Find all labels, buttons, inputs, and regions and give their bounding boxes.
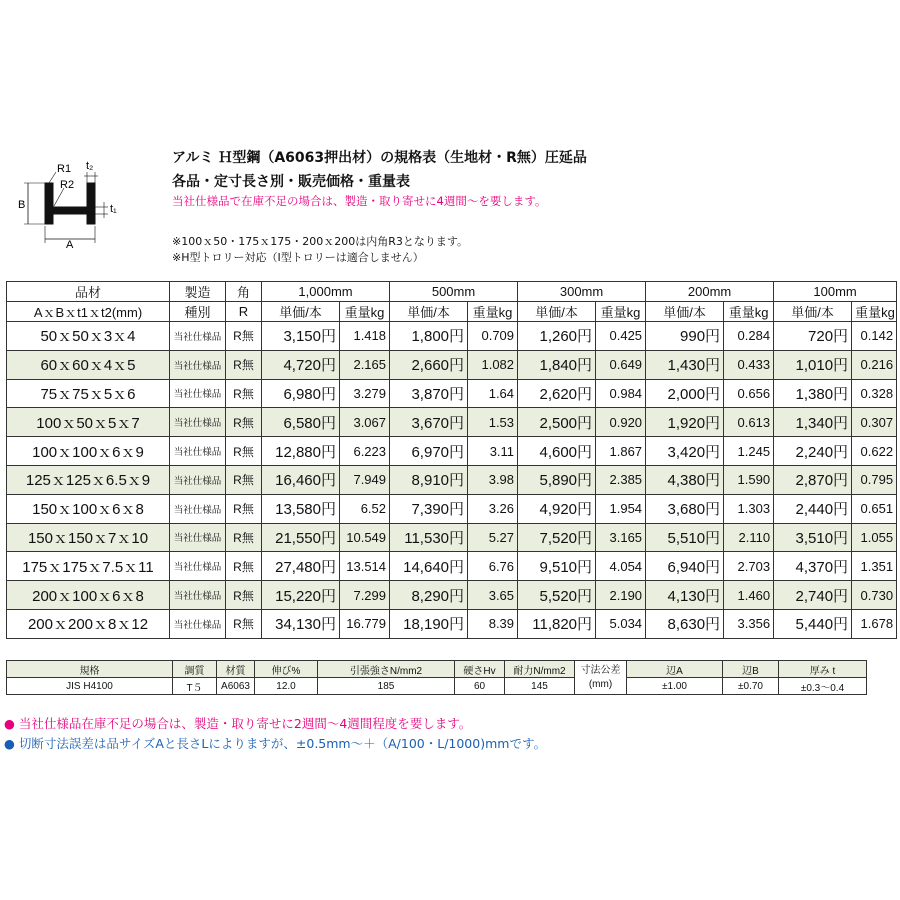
- item-size: 175ｘ175ｘ7.5ｘ11: [7, 552, 170, 581]
- col-weight: 重量kg: [340, 302, 390, 322]
- table-row: [7, 408, 897, 437]
- table-row: [7, 437, 897, 466]
- col-length: 500mm: [390, 282, 518, 302]
- unit-price: 3,510円: [774, 523, 852, 552]
- weight-kg: 0.651: [852, 494, 897, 523]
- weight-kg: 10.549: [340, 523, 390, 552]
- weight-kg: 0.622: [852, 437, 897, 466]
- page-title: アルミ Ｈ型鋼（A6063押出材）の規格表（生地材・R無）圧延品: [172, 150, 587, 166]
- table-row: [7, 609, 897, 638]
- unit-price: 2,500円: [518, 408, 596, 437]
- unit-price: 4,130円: [646, 581, 724, 610]
- weight-kg: 1.678: [852, 609, 897, 638]
- col-weight: 重量kg: [852, 302, 897, 322]
- weight-kg: 0.920: [596, 408, 646, 437]
- table-row: [7, 523, 897, 552]
- spec-v-material: A6063: [217, 678, 255, 695]
- weight-kg: 1.351: [852, 552, 897, 581]
- col-make: 製造: [170, 282, 226, 302]
- col-weight: 重量kg: [724, 302, 774, 322]
- col-item-sub: AｘBｘt1ｘt2(mm): [7, 302, 170, 322]
- weight-kg: 2.190: [596, 581, 646, 610]
- weight-kg: 8.39: [468, 609, 518, 638]
- item-angle: R無: [226, 350, 262, 379]
- weight-kg: 6.223: [340, 437, 390, 466]
- h-beam-diagram: [18, 150, 133, 250]
- unit-price: 2,660円: [390, 350, 468, 379]
- stock-warning: 当社仕様品で在庫不足の場合は、製造・取り寄せに4週間～を要します。: [172, 194, 547, 208]
- unit-price: 18,190円: [390, 609, 468, 638]
- col-price: 単価/本: [518, 302, 596, 322]
- weight-kg: 0.425: [596, 322, 646, 351]
- unit-price: 6,940円: [646, 552, 724, 581]
- item-angle: R無: [226, 494, 262, 523]
- item-size: 150ｘ100ｘ6ｘ8: [7, 494, 170, 523]
- item-grade: 当社仕様品: [170, 581, 226, 610]
- col-make-sub: 種別: [170, 302, 226, 322]
- spec-v-tensile: 185: [318, 678, 455, 695]
- weight-kg: 6.76: [468, 552, 518, 581]
- item-angle: R無: [226, 581, 262, 610]
- table-row: [7, 350, 897, 379]
- weight-kg: 3.11: [468, 437, 518, 466]
- weight-kg: 3.067: [340, 408, 390, 437]
- weight-kg: 1.954: [596, 494, 646, 523]
- unit-price: 2,240円: [774, 437, 852, 466]
- weight-kg: 0.795: [852, 465, 897, 494]
- unit-price: 8,290円: [390, 581, 468, 610]
- weight-kg: 3.165: [596, 523, 646, 552]
- weight-kg: 6.52: [340, 494, 390, 523]
- item-size: 50ｘ50ｘ3ｘ4: [7, 322, 170, 351]
- unit-price: 21,550円: [262, 523, 340, 552]
- weight-kg: 3.98: [468, 465, 518, 494]
- item-angle: R無: [226, 322, 262, 351]
- weight-kg: 2.165: [340, 350, 390, 379]
- unit-price: 3,150円: [262, 322, 340, 351]
- item-angle: R無: [226, 408, 262, 437]
- weight-kg: 2.703: [724, 552, 774, 581]
- weight-kg: 1.590: [724, 465, 774, 494]
- unit-price: 2,870円: [774, 465, 852, 494]
- weight-kg: 3.279: [340, 379, 390, 408]
- col-weight: 重量kg: [596, 302, 646, 322]
- weight-kg: 1.245: [724, 437, 774, 466]
- weight-kg: 0.709: [468, 322, 518, 351]
- unit-price: 2,620円: [518, 379, 596, 408]
- unit-price: 11,530円: [390, 523, 468, 552]
- unit-price: 3,670円: [390, 408, 468, 437]
- r2-label: R2: [60, 179, 75, 191]
- weight-kg: 1.082: [468, 350, 518, 379]
- page-subtitle: 各品・定寸長さ別・販売価格・重量表: [172, 174, 410, 190]
- col-price: 単価/本: [390, 302, 468, 322]
- weight-kg: 0.984: [596, 379, 646, 408]
- unit-price: 4,600円: [518, 437, 596, 466]
- weight-kg: 16.779: [340, 609, 390, 638]
- col-length: 100mm: [774, 282, 897, 302]
- weight-kg: 3.356: [724, 609, 774, 638]
- spec-v-side-a: ±1.00: [627, 678, 723, 695]
- item-grade: 当社仕様品: [170, 322, 226, 351]
- table-row: [7, 581, 897, 610]
- spec-v-side-b: ±0.70: [723, 678, 779, 695]
- item-size: 125ｘ125ｘ6.5ｘ9: [7, 465, 170, 494]
- a-label: A: [66, 239, 74, 250]
- weight-kg: 4.054: [596, 552, 646, 581]
- unit-price: 4,370円: [774, 552, 852, 581]
- item-size: 150ｘ150ｘ7ｘ10: [7, 523, 170, 552]
- col-length: 1,000mm: [262, 282, 390, 302]
- price-table-body: [7, 322, 897, 639]
- unit-price: 720円: [774, 322, 852, 351]
- note-inner-radius: ※100ｘ50・175ｘ175・200ｘ200は内角R3となります。: [172, 235, 468, 248]
- weight-kg: 7.299: [340, 581, 390, 610]
- unit-price: 4,380円: [646, 465, 724, 494]
- item-angle: R無: [226, 609, 262, 638]
- spec-value-row: [7, 678, 867, 695]
- unit-price: 8,630円: [646, 609, 724, 638]
- weight-kg: 0.730: [852, 581, 897, 610]
- spec-h-tensile: 引張強さN/mm2: [318, 661, 455, 678]
- unit-price: 7,390円: [390, 494, 468, 523]
- table-row: [7, 322, 897, 351]
- weight-kg: 1.303: [724, 494, 774, 523]
- spec-h-tolerance: [575, 661, 627, 695]
- item-grade: 当社仕様品: [170, 552, 226, 581]
- unit-price: 5,890円: [518, 465, 596, 494]
- item-grade: 当社仕様品: [170, 437, 226, 466]
- unit-price: 6,980円: [262, 379, 340, 408]
- weight-kg: 5.27: [468, 523, 518, 552]
- col-price: 単価/本: [774, 302, 852, 322]
- unit-price: 5,440円: [774, 609, 852, 638]
- h-beam-icon: [18, 150, 133, 250]
- weight-kg: 0.307: [852, 408, 897, 437]
- weight-kg: 0.328: [852, 379, 897, 408]
- col-item: 品材: [7, 282, 170, 302]
- weight-kg: 13.514: [340, 552, 390, 581]
- table-row: [7, 465, 897, 494]
- t1-label: t₁: [110, 203, 117, 215]
- item-size: 100ｘ100ｘ6ｘ9: [7, 437, 170, 466]
- unit-price: 7,520円: [518, 523, 596, 552]
- weight-kg: 0.649: [596, 350, 646, 379]
- weight-kg: 0.613: [724, 408, 774, 437]
- unit-price: 6,580円: [262, 408, 340, 437]
- col-angle-sub: R: [226, 302, 262, 322]
- unit-price: 3,870円: [390, 379, 468, 408]
- table-row: [7, 552, 897, 581]
- unit-price: 2,440円: [774, 494, 852, 523]
- header-row-2: [7, 302, 897, 322]
- item-angle: R無: [226, 465, 262, 494]
- spec-header-row: [7, 661, 867, 678]
- notes: [172, 234, 468, 266]
- spec-h-side-b: 辺B: [723, 661, 779, 678]
- spec-v-elongation: 12.0: [255, 678, 318, 695]
- item-size: 75ｘ75ｘ5ｘ6: [7, 379, 170, 408]
- weight-kg: 3.26: [468, 494, 518, 523]
- spec-tolerance-label: 寸法公差: [580, 664, 621, 676]
- unit-price: 11,820円: [518, 609, 596, 638]
- unit-price: 34,130円: [262, 609, 340, 638]
- unit-price: 14,640円: [390, 552, 468, 581]
- col-price: 単価/本: [262, 302, 340, 322]
- item-size: 200ｘ100ｘ6ｘ8: [7, 581, 170, 610]
- unit-price: 13,580円: [262, 494, 340, 523]
- footer-stock-note: ● 当社仕様品在庫不足の場合は、製造・取り寄せに2週間～4週間程度を要します。: [4, 716, 472, 731]
- spec-h-proof: 耐力N/mm2: [505, 661, 575, 678]
- header-row-1: [7, 282, 897, 302]
- unit-price: 3,420円: [646, 437, 724, 466]
- unit-price: 990円: [646, 322, 724, 351]
- spec-h-standard: 規格: [7, 661, 173, 678]
- item-angle: R無: [226, 437, 262, 466]
- spec-v-thickness: ±0.3～0.4: [779, 678, 867, 695]
- b-label: B: [18, 199, 26, 211]
- unit-price: 2,740円: [774, 581, 852, 610]
- col-price: 単価/本: [646, 302, 724, 322]
- table-row: [7, 379, 897, 408]
- unit-price: 3,680円: [646, 494, 724, 523]
- spec-h-temper: 調質: [173, 661, 217, 678]
- weight-kg: 1.53: [468, 408, 518, 437]
- table-row: [7, 494, 897, 523]
- r1-label: R1: [57, 163, 72, 175]
- col-weight: 重量kg: [468, 302, 518, 322]
- unit-price: 2,000円: [646, 379, 724, 408]
- unit-price: 4,920円: [518, 494, 596, 523]
- item-grade: 当社仕様品: [170, 379, 226, 408]
- spec-h-material: 材質: [217, 661, 255, 678]
- spec-table: [6, 660, 867, 695]
- unit-price: 1,430円: [646, 350, 724, 379]
- item-grade: 当社仕様品: [170, 408, 226, 437]
- weight-kg: 0.216: [852, 350, 897, 379]
- item-angle: R無: [226, 379, 262, 408]
- col-length: 300mm: [518, 282, 646, 302]
- unit-price: 1,920円: [646, 408, 724, 437]
- item-grade: 当社仕様品: [170, 350, 226, 379]
- t2-label: t₂: [86, 160, 94, 172]
- weight-kg: 1.867: [596, 437, 646, 466]
- spec-v-standard: JIS H4100: [7, 678, 173, 695]
- unit-price: 6,970円: [390, 437, 468, 466]
- spec-tolerance-unit: (mm): [588, 678, 613, 690]
- item-size: 200ｘ200ｘ8ｘ12: [7, 609, 170, 638]
- weight-kg: 0.656: [724, 379, 774, 408]
- weight-kg: 1.418: [340, 322, 390, 351]
- unit-price: 1,340円: [774, 408, 852, 437]
- note-trolley: ※H型トロリー対応（I型トロリーは適合しません）: [172, 251, 424, 264]
- unit-price: 5,510円: [646, 523, 724, 552]
- unit-price: 9,510円: [518, 552, 596, 581]
- item-grade: 当社仕様品: [170, 494, 226, 523]
- weight-kg: 0.433: [724, 350, 774, 379]
- col-length: 200mm: [646, 282, 774, 302]
- weight-kg: 2.110: [724, 523, 774, 552]
- unit-price: 5,520円: [518, 581, 596, 610]
- unit-price: 16,460円: [262, 465, 340, 494]
- weight-kg: 1.64: [468, 379, 518, 408]
- weight-kg: 1.460: [724, 581, 774, 610]
- unit-price: 1,010円: [774, 350, 852, 379]
- unit-price: 1,260円: [518, 322, 596, 351]
- spec-h-hardness: 硬さHv: [455, 661, 505, 678]
- footer-notes: [4, 714, 546, 754]
- price-table: [6, 281, 897, 639]
- item-grade: 当社仕様品: [170, 523, 226, 552]
- spec-h-side-a: 辺A: [627, 661, 723, 678]
- item-grade: 当社仕様品: [170, 465, 226, 494]
- unit-price: 4,720円: [262, 350, 340, 379]
- unit-price: 1,840円: [518, 350, 596, 379]
- weight-kg: 5.034: [596, 609, 646, 638]
- weight-kg: 7.949: [340, 465, 390, 494]
- spec-h-thickness: 厚み t: [779, 661, 867, 678]
- item-grade: 当社仕様品: [170, 609, 226, 638]
- col-angle: 角: [226, 282, 262, 302]
- item-angle: R無: [226, 523, 262, 552]
- spec-v-hardness: 60: [455, 678, 505, 695]
- weight-kg: 0.142: [852, 322, 897, 351]
- item-angle: R無: [226, 552, 262, 581]
- item-size: 60ｘ60ｘ4ｘ5: [7, 350, 170, 379]
- footer-cut-tolerance-note: ● 切断寸法誤差は品サイズAと長さLによりますが、±0.5mm～＋（A/100・L/1000)mmです。: [4, 736, 546, 751]
- unit-price: 8,910円: [390, 465, 468, 494]
- weight-kg: 2.385: [596, 465, 646, 494]
- spec-h-elongation: 伸び%: [255, 661, 318, 678]
- unit-price: 1,800円: [390, 322, 468, 351]
- weight-kg: 0.284: [724, 322, 774, 351]
- unit-price: 15,220円: [262, 581, 340, 610]
- unit-price: 1,380円: [774, 379, 852, 408]
- item-size: 100ｘ50ｘ5ｘ7: [7, 408, 170, 437]
- spec-v-proof: 145: [505, 678, 575, 695]
- header: [172, 148, 872, 214]
- unit-price: 27,480円: [262, 552, 340, 581]
- unit-price: 12,880円: [262, 437, 340, 466]
- weight-kg: 1.055: [852, 523, 897, 552]
- spec-v-temper: T５: [173, 678, 217, 695]
- weight-kg: 3.65: [468, 581, 518, 610]
